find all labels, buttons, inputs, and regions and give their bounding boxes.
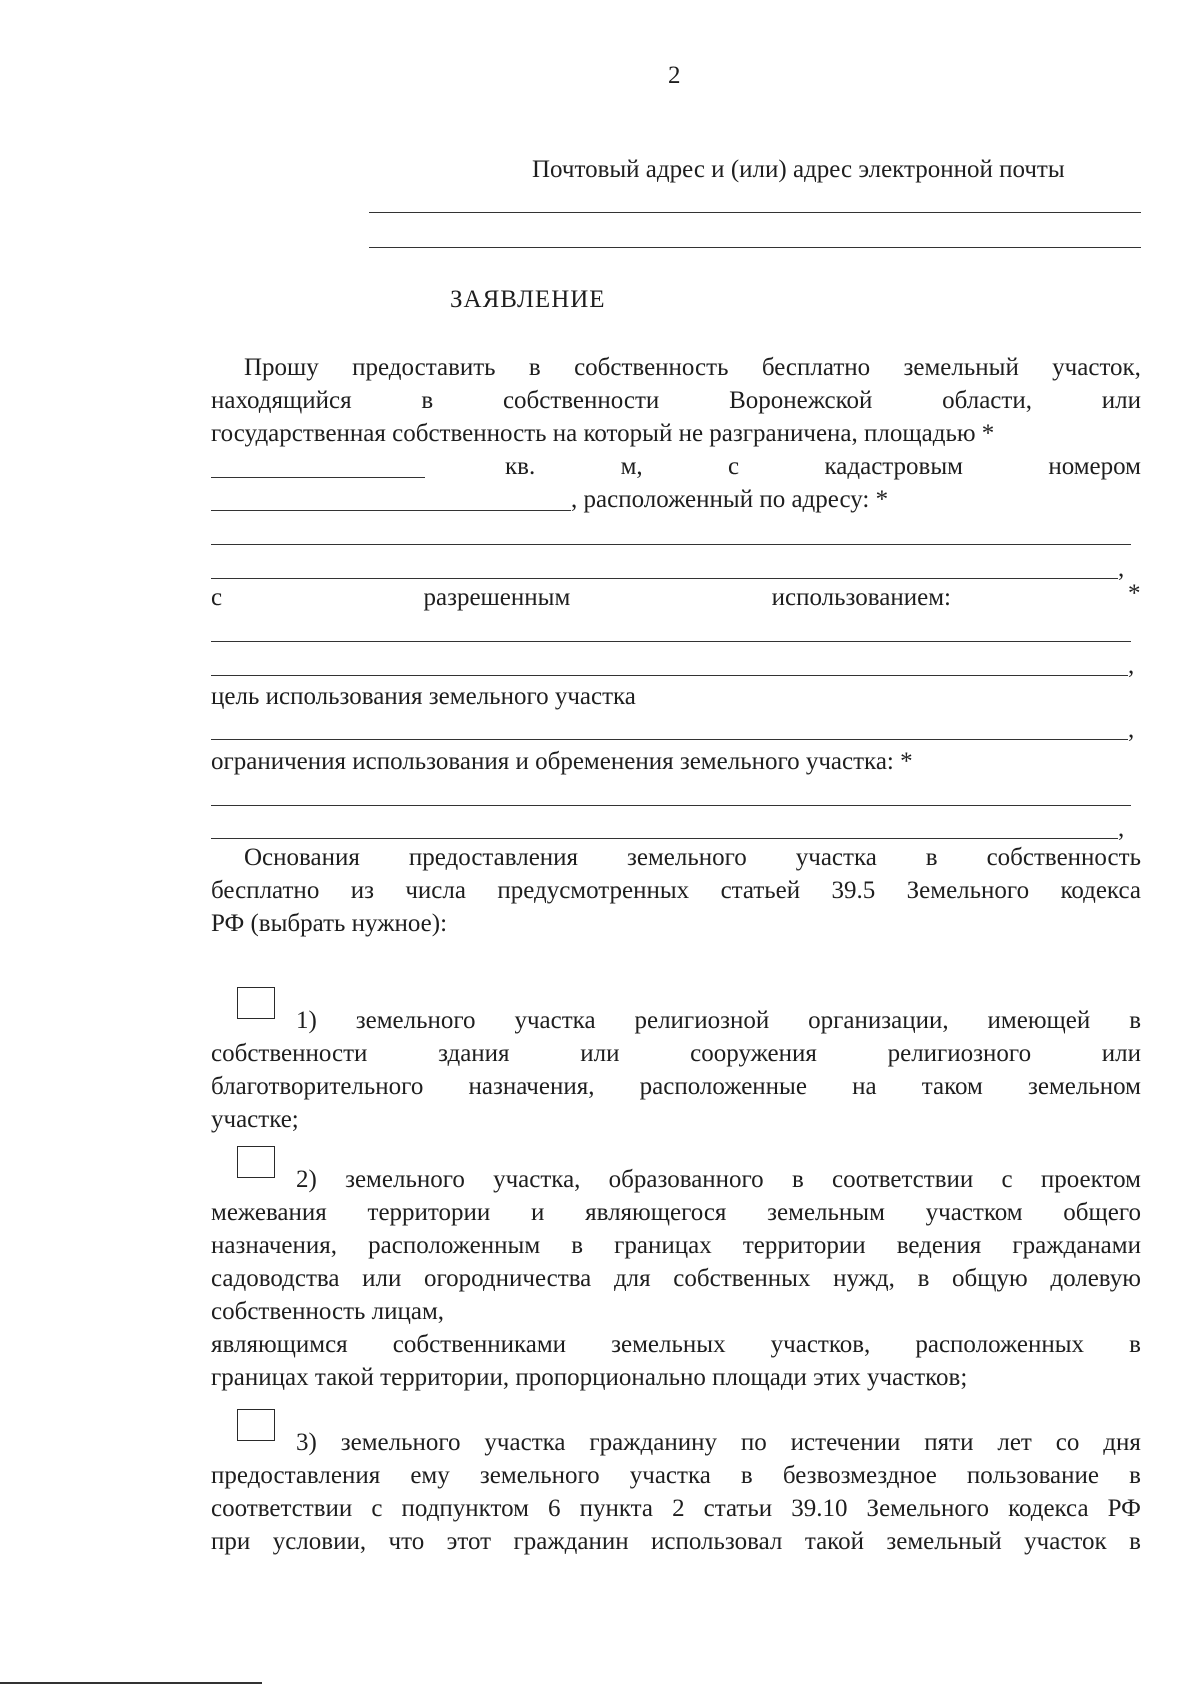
comma: , (1128, 652, 1135, 679)
permitted-use-line-1[interactable] (211, 641, 1131, 642)
location-address-line-1[interactable] (211, 544, 1131, 545)
option-3-line-3: соответствии с подпунктом 6 пункта 2 статьи 39.10 Земельного кодекса РФ (211, 1495, 1141, 1522)
document-title: ЗАЯВЛЕНИЕ (450, 286, 606, 313)
option-2-checkbox[interactable] (237, 1146, 275, 1178)
request-line-2: находящийся в собственности Воронежской области, или (211, 387, 1141, 414)
option-3-line-4: при условии, что этот гражданин использовал такой земельный участок в (211, 1528, 1141, 1555)
grounds-line-3: РФ (выбрать нужное): (211, 910, 448, 937)
option-1-checkbox[interactable] (237, 987, 275, 1019)
area-input-line[interactable] (211, 477, 425, 478)
option-2-line-3: назначения, расположенным в границах территории ведения гражданами (211, 1232, 1141, 1259)
permitted-use-line-2[interactable] (211, 675, 1128, 676)
purpose-label: цель использования земельного участка (211, 683, 636, 710)
footnote-separator (0, 1682, 262, 1684)
option-3-line-1: 3) земельного участка гражданину по истечении пяти лет со дня (296, 1429, 1141, 1456)
option-2-line-6: являющимся собственниками земельных участков, расположенных в (211, 1331, 1141, 1358)
page-number: 2 (668, 62, 681, 89)
option-3-checkbox[interactable] (237, 1409, 275, 1441)
request-line-1: Прошу предоставить в собственность бесплатно земельный участок, (244, 354, 1141, 381)
location-address-line-2[interactable] (211, 578, 1118, 579)
request-line-3: государственная собственность на который не разграничена, площадью * (211, 420, 995, 447)
option-1-line-2: собственности здания или сооружения религиозного или (211, 1040, 1141, 1067)
grounds-line-2: бесплатно из числа предусмотренных статьей 39.5 Земельного кодекса (211, 877, 1141, 904)
option-1-line-3: благотворительного назначения, расположенные на таком земельном (211, 1073, 1141, 1100)
purpose-input-line[interactable] (211, 739, 1128, 740)
permitted-use-row: с разрешенным использованием: (211, 584, 951, 611)
cadastral-number-input-line[interactable] (211, 510, 571, 511)
restrictions-input-line-1[interactable] (211, 805, 1131, 806)
address-input-line-1[interactable] (369, 212, 1141, 213)
option-2-line-7: границах такой территории, пропорционально площади этих участков; (211, 1364, 968, 1391)
address-input-line-2[interactable] (369, 247, 1141, 248)
request-line-5: , расположенный по адресу: * (571, 486, 889, 513)
option-2-line-4: садоводства или огородничества для собственных нужд, в общую долевую (211, 1265, 1141, 1292)
option-1-line-4: участке; (211, 1106, 299, 1133)
comma: , (1118, 555, 1125, 582)
required-star: * (1128, 580, 1141, 607)
option-2-line-1: 2) земельного участка, образованного в соответствии с проектом (296, 1166, 1141, 1193)
address-label: Почтовый адрес и (или) адрес электронной почты (532, 156, 1065, 183)
option-1-line-1: 1) земельного участка религиозной организации, имеющей в (296, 1007, 1141, 1034)
grounds-line-1: Основания предоставления земельного участка в собственность (244, 844, 1141, 871)
comma: , (1128, 716, 1135, 743)
request-line-4: кв. м, с кадастровым номером (505, 453, 1141, 480)
option-2-line-2: межевания территории и являющегося земельным участком общего (211, 1199, 1141, 1226)
option-2-line-5: собственность лицам, (211, 1298, 445, 1325)
restrictions-input-line-2[interactable] (211, 838, 1118, 839)
comma: , (1118, 815, 1125, 842)
option-3-line-2: предоставления ему земельного участка в безвозмездное пользование в (211, 1462, 1141, 1489)
restrictions-label: ограничения использования и обременения земельного участка: * (211, 748, 913, 775)
